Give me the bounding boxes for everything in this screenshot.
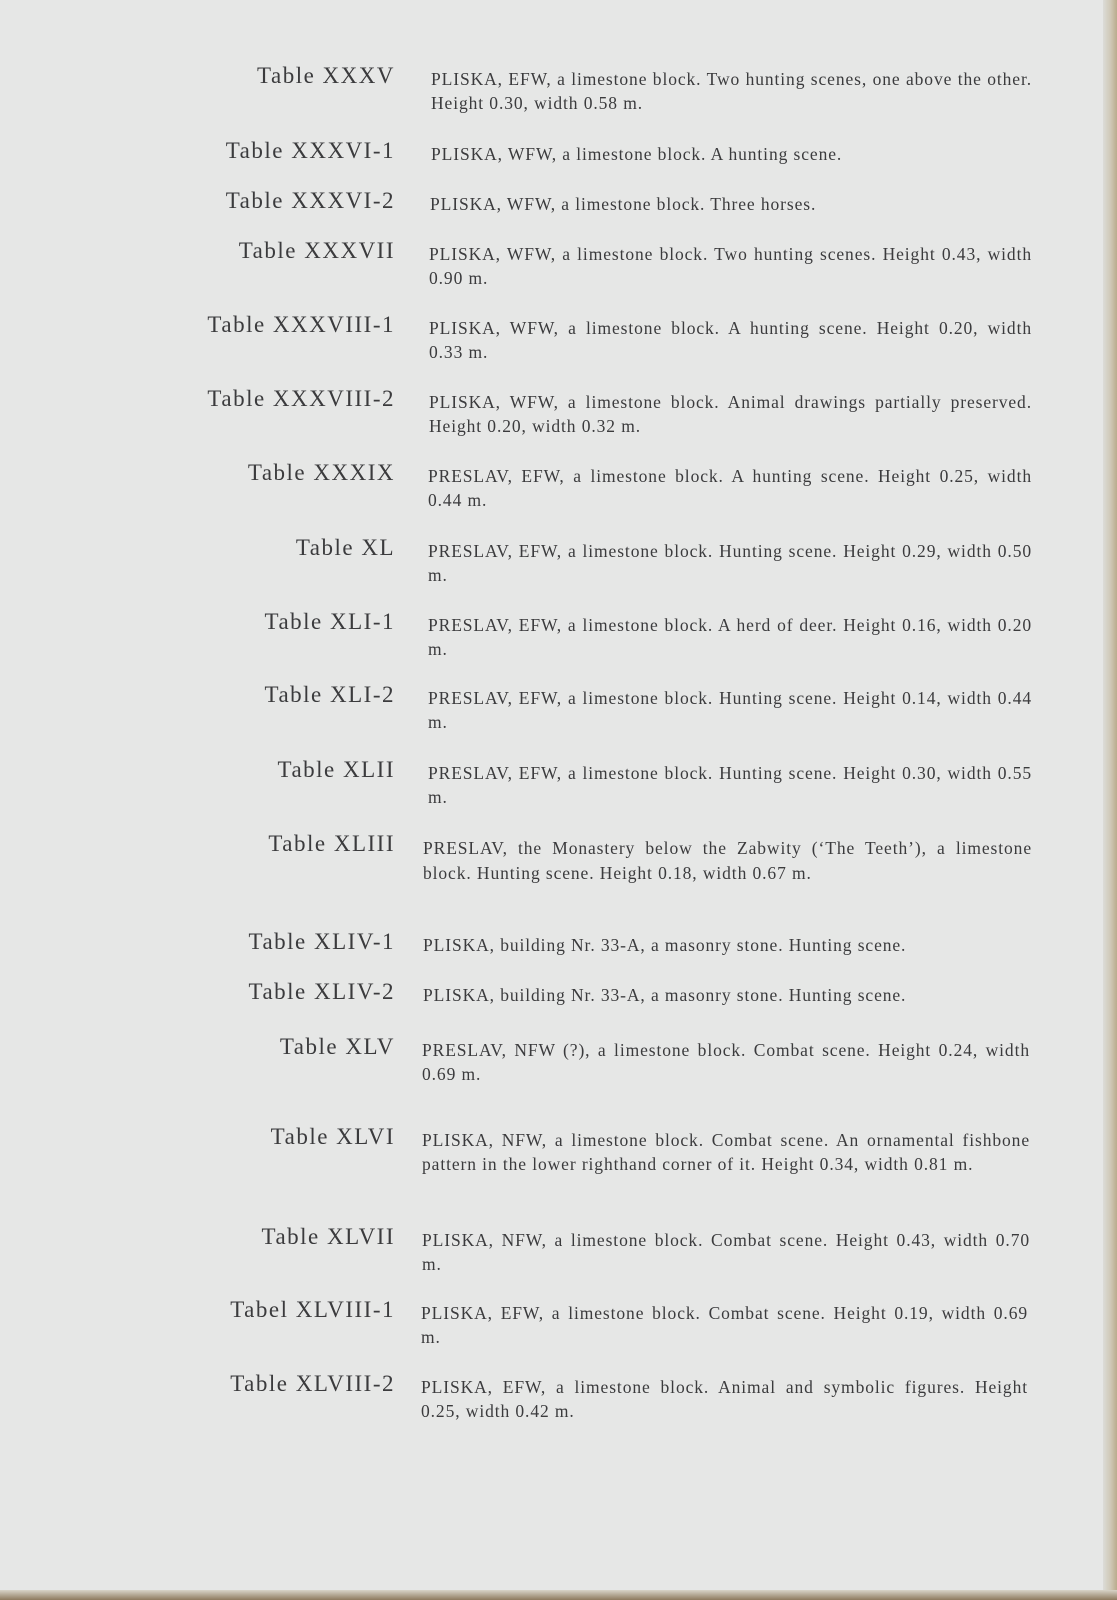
table-description: PLISKA, WFW, a limestone block. Animal drawings partially preserved. Height 0.20, width 0.32 m. bbox=[429, 392, 1032, 436]
table-number: Table XXXVIII-1 bbox=[207, 312, 395, 337]
table-description: PLISKA, building Nr. 33-A, a masonry stone. Hunting scene. bbox=[423, 985, 907, 1005]
table-description: PRESLAV, EFW, a limestone block. A hunting scene. Height 0.25, width 0.44 m. bbox=[428, 466, 1032, 510]
table-description: PLISKA, EFW, a limestone block. Combat scene. Height 0.19, width 0.69 m. bbox=[421, 1303, 1028, 1347]
table-description: PRESLAV, EFW, a limestone block. A herd of deer. Height 0.16, width 0.20 m. bbox=[428, 615, 1032, 659]
page-edge bbox=[1103, 0, 1117, 1600]
table-description: PRESLAV, EFW, a limestone block. Hunting scene. Height 0.30, width 0.55 m. bbox=[428, 763, 1032, 807]
table-number: Table XXXVI-2 bbox=[225, 188, 395, 213]
table-description: PRESLAV, EFW, a limestone block. Hunting scene. Height 0.29, width 0.50 m. bbox=[428, 541, 1032, 585]
table-description: PLISKA, WFW, a limestone block. Three horses. bbox=[430, 194, 817, 214]
table-number: Table XLI-2 bbox=[264, 682, 395, 707]
table-description: PLISKA, NFW, a limestone block. Combat scene. Height 0.43, width 0.70 m. bbox=[422, 1230, 1030, 1274]
table-description: PRESLAV, the Monastery below the Zabwity (‘The Teeth’), a limestone block. Hunting scene. Height 0.18, width 0.67 m. bbox=[423, 838, 1032, 883]
table-number: Table XLIV-1 bbox=[248, 929, 395, 954]
table-number: Table XLIV-2 bbox=[248, 979, 395, 1004]
page-bottom-edge bbox=[0, 1590, 1117, 1600]
table-description: PRESLAV, EFW, a limestone block. Hunting scene. Height 0.14, width 0.44 m. bbox=[428, 688, 1032, 732]
table-description: PLISKA, building Nr. 33-A, a masonry stone. Hunting scene. bbox=[423, 935, 907, 955]
table-description: PLISKA, NFW, a limestone block. Combat scene. An ornamental fishbone pattern in the lower righthand corner of it. Height 0.34, width 0.81 m. bbox=[422, 1130, 1030, 1174]
table-number: Table XXXVI-1 bbox=[225, 138, 395, 163]
table-description: PLISKA, EFW, a limestone block. Two hunting scenes, one above the other. Height 0.30, width 0.58 m. bbox=[431, 69, 1032, 113]
table-number: Table XLVIII-2 bbox=[230, 1371, 395, 1396]
table-number: Table XLV bbox=[279, 1034, 395, 1059]
table-number: Table XLVI bbox=[270, 1124, 395, 1149]
table-number: Table XLVII bbox=[261, 1224, 395, 1249]
table-number: Table XLII bbox=[277, 757, 395, 782]
table-number: Table XLIII bbox=[268, 831, 395, 856]
table-description: PLISKA, WFW, a limestone block. Two hunting scenes. Height 0.43, width 0.90 m. bbox=[429, 244, 1032, 288]
table-description: PRESLAV, NFW (?), a limestone block. Combat scene. Height 0.24, width 0.69 m. bbox=[422, 1040, 1030, 1084]
table-description: PLISKA, EFW, a limestone block. Animal and symbolic figures. Height 0.25, width 0.42 m. bbox=[421, 1377, 1028, 1421]
table-number: Table XLI-1 bbox=[264, 609, 395, 634]
table-number: Table XXXVIII-2 bbox=[207, 386, 395, 411]
table-number: Table XXXIX bbox=[247, 460, 395, 485]
table-number: Tabel XLVIII-1 bbox=[230, 1297, 395, 1322]
table-number: Table XL bbox=[295, 535, 395, 560]
table-number: Table XXXVII bbox=[238, 238, 395, 263]
table-description: PLISKA, WFW, a limestone block. A hunting scene. Height 0.20, width 0.33 m. bbox=[429, 318, 1032, 362]
table-number: Table XXXV bbox=[257, 63, 395, 88]
table-description: PLISKA, WFW, a limestone block. A hunting scene. bbox=[431, 144, 843, 164]
